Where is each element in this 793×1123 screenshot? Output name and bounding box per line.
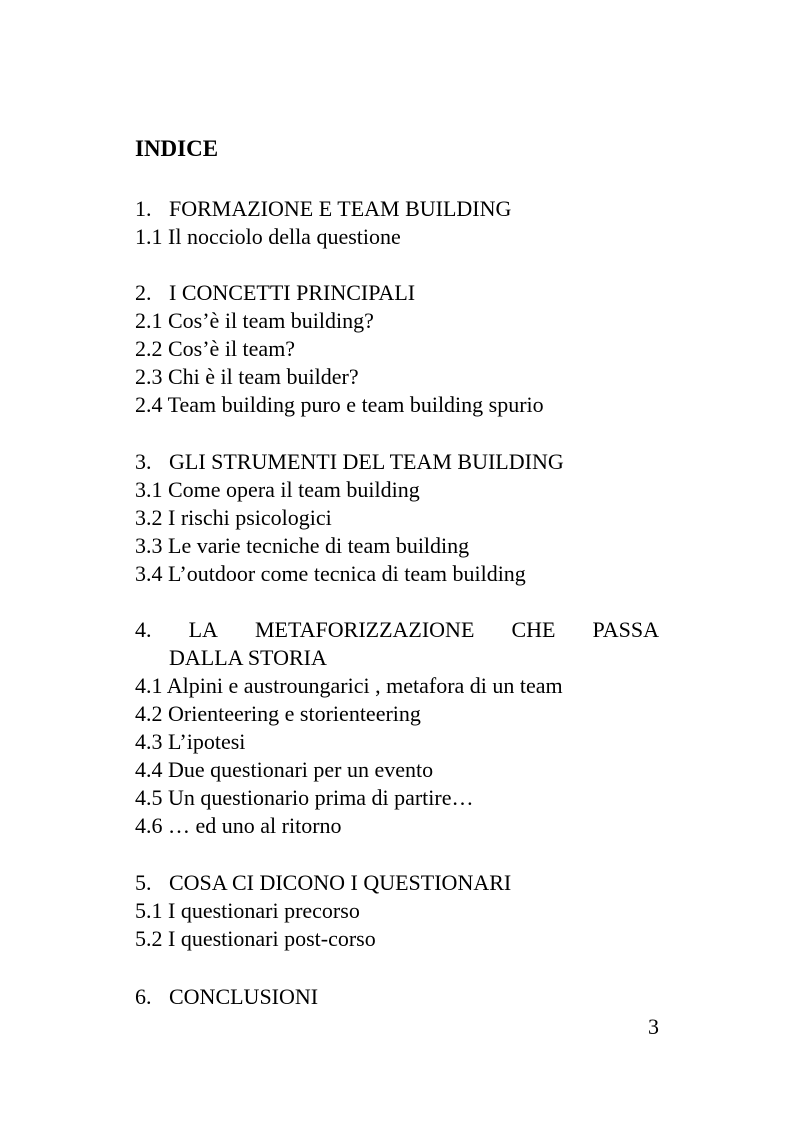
chapter-title-continuation: DALLA STORIA xyxy=(169,645,327,670)
section-entry-3-2: 3.2 I rischi psicologici xyxy=(135,505,332,530)
section-entry-4-6: 4.6 … ed uno al ritorno xyxy=(135,813,342,838)
section-entry-4-2: 4.2 Orienteering e storienteering xyxy=(135,701,421,726)
chapter-heading-5 xyxy=(135,869,511,897)
section-entry-2-4: 2.4 Team building puro e team building spurio xyxy=(135,392,544,417)
section-entry-5-1: 5.1 I questionari precorso xyxy=(135,898,360,923)
chapter-heading-4 xyxy=(135,616,659,672)
section-entry-2-3: 2.3 Chi è il team builder? xyxy=(135,364,359,389)
section-entry-2-1: 2.1 Cos’è il team building? xyxy=(135,308,374,333)
chapter-heading-2 xyxy=(135,279,415,307)
chapter-title-word: LA xyxy=(188,617,218,642)
section-entry-4-5: 4.5 Un questionario prima di partire… xyxy=(135,785,474,810)
chapter-title: FORMAZIONE E TEAM BUILDING xyxy=(169,196,512,221)
chapter-title: GLI STRUMENTI DEL TEAM BUILDING xyxy=(169,449,564,474)
section-entry-1-1: 1.1 Il nocciolo della questione xyxy=(135,224,401,249)
chapter-title-line xyxy=(135,616,659,644)
chapter-heading-1 xyxy=(135,195,511,223)
chapter-number: 1. xyxy=(135,196,152,221)
chapter-title: COSA CI DICONO I QUESTIONARI xyxy=(169,870,512,895)
chapter-title: I CONCETTI PRINCIPALI xyxy=(169,280,416,305)
chapter-title-word: CHE xyxy=(511,617,556,642)
section-entry-4-4: 4.4 Due questionari per un evento xyxy=(135,757,434,782)
chapter-number: 5. xyxy=(135,870,152,895)
section-entry-4-3: 4.3 L’ipotesi xyxy=(135,729,246,754)
section-entry-3-4: 3.4 L’outdoor come tecnica di team building xyxy=(135,561,526,586)
section-entry-2-2: 2.2 Cos’è il team? xyxy=(135,336,296,361)
document-page xyxy=(135,0,659,1123)
chapter-number: 2. xyxy=(135,280,152,305)
chapter-number: 3. xyxy=(135,449,152,474)
chapter-number: 6. xyxy=(135,984,152,1009)
chapter-heading-6 xyxy=(135,983,318,1011)
page-title: INDICE xyxy=(135,136,219,161)
chapter-title-word: METAFORIZZAZIONE xyxy=(254,617,475,642)
section-entry-3-1: 3.1 Come opera il team building xyxy=(135,477,420,502)
section-entry-4-1: 4.1 Alpini e austroungarici , metafora di un team xyxy=(135,673,563,698)
page-number: 3 xyxy=(648,1014,659,1039)
chapter-number: 4. xyxy=(135,617,152,642)
chapter-heading-3 xyxy=(135,448,564,476)
section-entry-5-2: 5.2 I questionari post-corso xyxy=(135,926,376,951)
chapter-title: CONCLUSIONI xyxy=(169,984,319,1009)
section-entry-3-3: 3.3 Le varie tecniche di team building xyxy=(135,533,470,558)
chapter-title-word: PASSA xyxy=(592,617,659,642)
